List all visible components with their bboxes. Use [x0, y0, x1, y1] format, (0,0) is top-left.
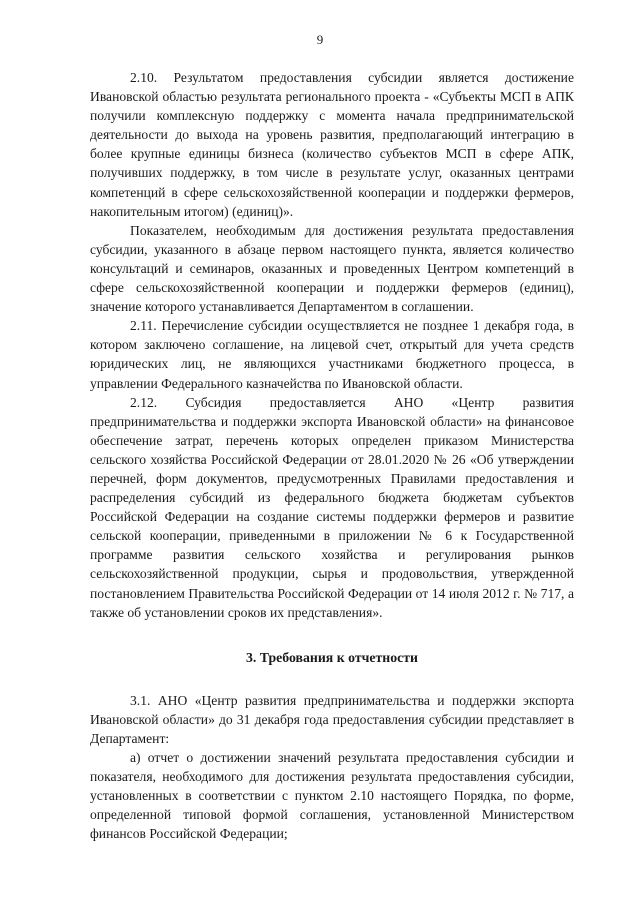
paragraph-3-1-a: а) отчет о достижении значений результата предоставления субсидии и показателя, необходимого для достижения результата предоставления субсидии, установленных в соответствии с пунктом 2.10 настоящего Порядка, по форме, определенной типовой формой соглашения, установленной Министерством финансов Российской Федерации;: [90, 750, 574, 842]
document-body: [90, 68, 574, 844]
page-number: 9: [316, 32, 324, 47]
paragraph-3-1: 3.1. АНО «Центр развития предпринимательства и поддержки экспорта Ивановской области» до 31 декабря года предоставления субсидии представляет в Департамент:: [90, 692, 574, 746]
paragraph-2-10-indicator: Показателем, необходимым для достижения результата предоставления субсидии, указанного в абзаце первом настоящего пункта, является количество консультаций и семинаров, оказанных и проведенных Центром компетенций в сфере сельскохозяйственной кооперации и поддержки фермеров (единиц), значение которого устанавливается Департаментом в соглашении.: [90, 222, 574, 315]
paragraph-2-12: 2.12. Субсидия предоставляется АНО «Центр развития предпринимательства и поддержки экспорта Ивановской области» на финансовое обеспечение затрат, перечень которых определен приказом Министерства сельского хозяйства Российской Федерации от 28.01.2020 № 26 «Об утверждении перечней, форм документов, предусмотренных Правилами предоставления и распределения субсидий из федерального бюджета бюджетам субъектов Российской Федерации на создание системы поддержки фермеров и развитие сельской кооперации, приведенными в приложении № 6 к Государственной программе развития сельского хозяйства и регулирования рынков сельскохозяйственной продукции, сырья и продовольствия, утвержденной постановлением Правительства Российской Федерации от 14 июля 2012 г. № 717, а также об установлении сроков их представления».: [90, 394, 574, 620]
section-heading-reporting: 3. Требования к отчетности: [246, 649, 418, 665]
paragraph-2-10-result: 2.10. Результатом предоставления субсидии является достижение Ивановской областью результата регионального проекта - «Субъекты МСП в АПК получили комплексную поддержку с момента начала предпринимательской деятельности до выхода на уровень развития, предполагающий интеграцию в более крупные единицы бизнеса (количество субъектов МСП в сфере АПК, получивших поддержку, в том числе в результате услуг, оказанных центрами компетенций в сфере сельскохозяйственной кооперации и поддержки фермеров, накопительным итогом) (единиц)».: [90, 70, 574, 219]
paragraph-2-11: 2.11. Перечисление субсидии осуществляется не позднее 1 декабря года, в котором заключено соглашение, на лицевой счет, открытый для учета средств юридических лиц, не являющихся участниками бюджетного процесса, в управлении Федерального казначейства по Ивановской области.: [90, 318, 574, 391]
